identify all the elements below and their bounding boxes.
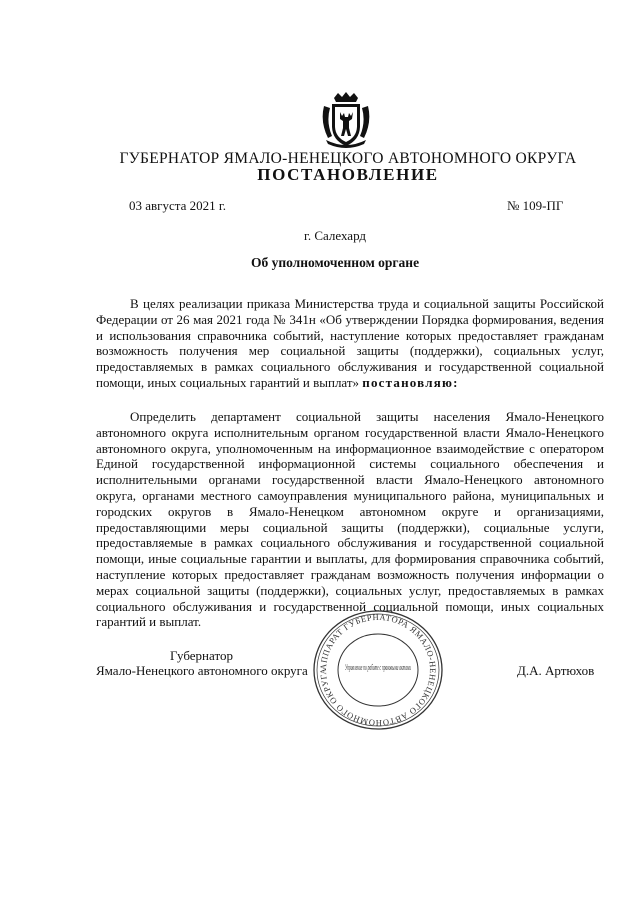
- document-date: 03 августа 2021 г.: [129, 198, 226, 213]
- document-city: г. Салехард: [303, 228, 367, 243]
- document-number: № 109-ПГ: [507, 198, 564, 213]
- resolution-paragraph: [96, 409, 604, 630]
- resolution-keyword: постановляю:: [362, 374, 459, 390]
- document-type-title: ПОСТАНОВЛЕНИЕ: [257, 165, 439, 184]
- stamp-inner-text: Управление по работе с правовыми актами: [345, 662, 411, 672]
- preamble-paragraph: [96, 296, 604, 391]
- document-subject: Об уполномоченном органе: [250, 255, 420, 270]
- preamble-text: В целях реализации приказа Министерства труда и социальной защиты Российской Федерации от 26 мая 2021 года № 341н «Об утверждении Порядка формирования, ведения и использования справочника событий, наступление которых предоставляет гражданам возможность получения мер социальной защиты (поддержки), социальных услуг, предоставляемых в рамках социального обслуживания и государственной социальной помощи, иных социальных гарантий и выплат»: [96, 296, 604, 390]
- signatory-role: Губернатор: [170, 648, 233, 663]
- signatory-organization: Ямало-Ненецкого автономного округа: [96, 663, 308, 678]
- governor-title: ГУБЕРНАТОР ЯМАЛО-НЕНЕЦКОГО АВТОНОМНОГО ОКРУГА: [119, 150, 577, 167]
- official-stamp: [310, 608, 446, 732]
- signatory-name: Д.А. Артюхов: [517, 663, 595, 678]
- stamp-outer-text: АППАРАТ ГУБЕРНАТОРА ЯМАЛО-НЕНЕЦКОГО АВТОНОМНОГО ОКРУГА: [317, 611, 439, 729]
- coat-of-arms-icon: [318, 92, 374, 150]
- resolution-text: Определить департамент социальной защиты населения Ямало-Ненецкого автономного округа исполнительным органом государственной власти Ямало-Ненецкого автономного округа, уполномоченным на информационное взаимодействие с оператором Единой государственной информационной системы социального обеспечения и исполнительными органами государственной власти Ямало-Ненецкого автономного округа, органами местного самоуправления муниципального района, муниципальных и городских округов в Ямало-Ненецком автономном округе и организациями, предоставляющими меры социальной защиты (поддержки), социальные услуги, предоставляемые в рамках социального обслуживания и государственной социальной помощи, иные социальные гарантии и выплаты, для формирования справочника событий, наступление которых предоставляет гражданам возможность получения информации о мерах социальной защиты (поддержки), социальных услуг, предоставляемых в рамках социального обслуживания и государственной социальной помощи, иных социальных гарантий и выплат.: [96, 409, 604, 630]
